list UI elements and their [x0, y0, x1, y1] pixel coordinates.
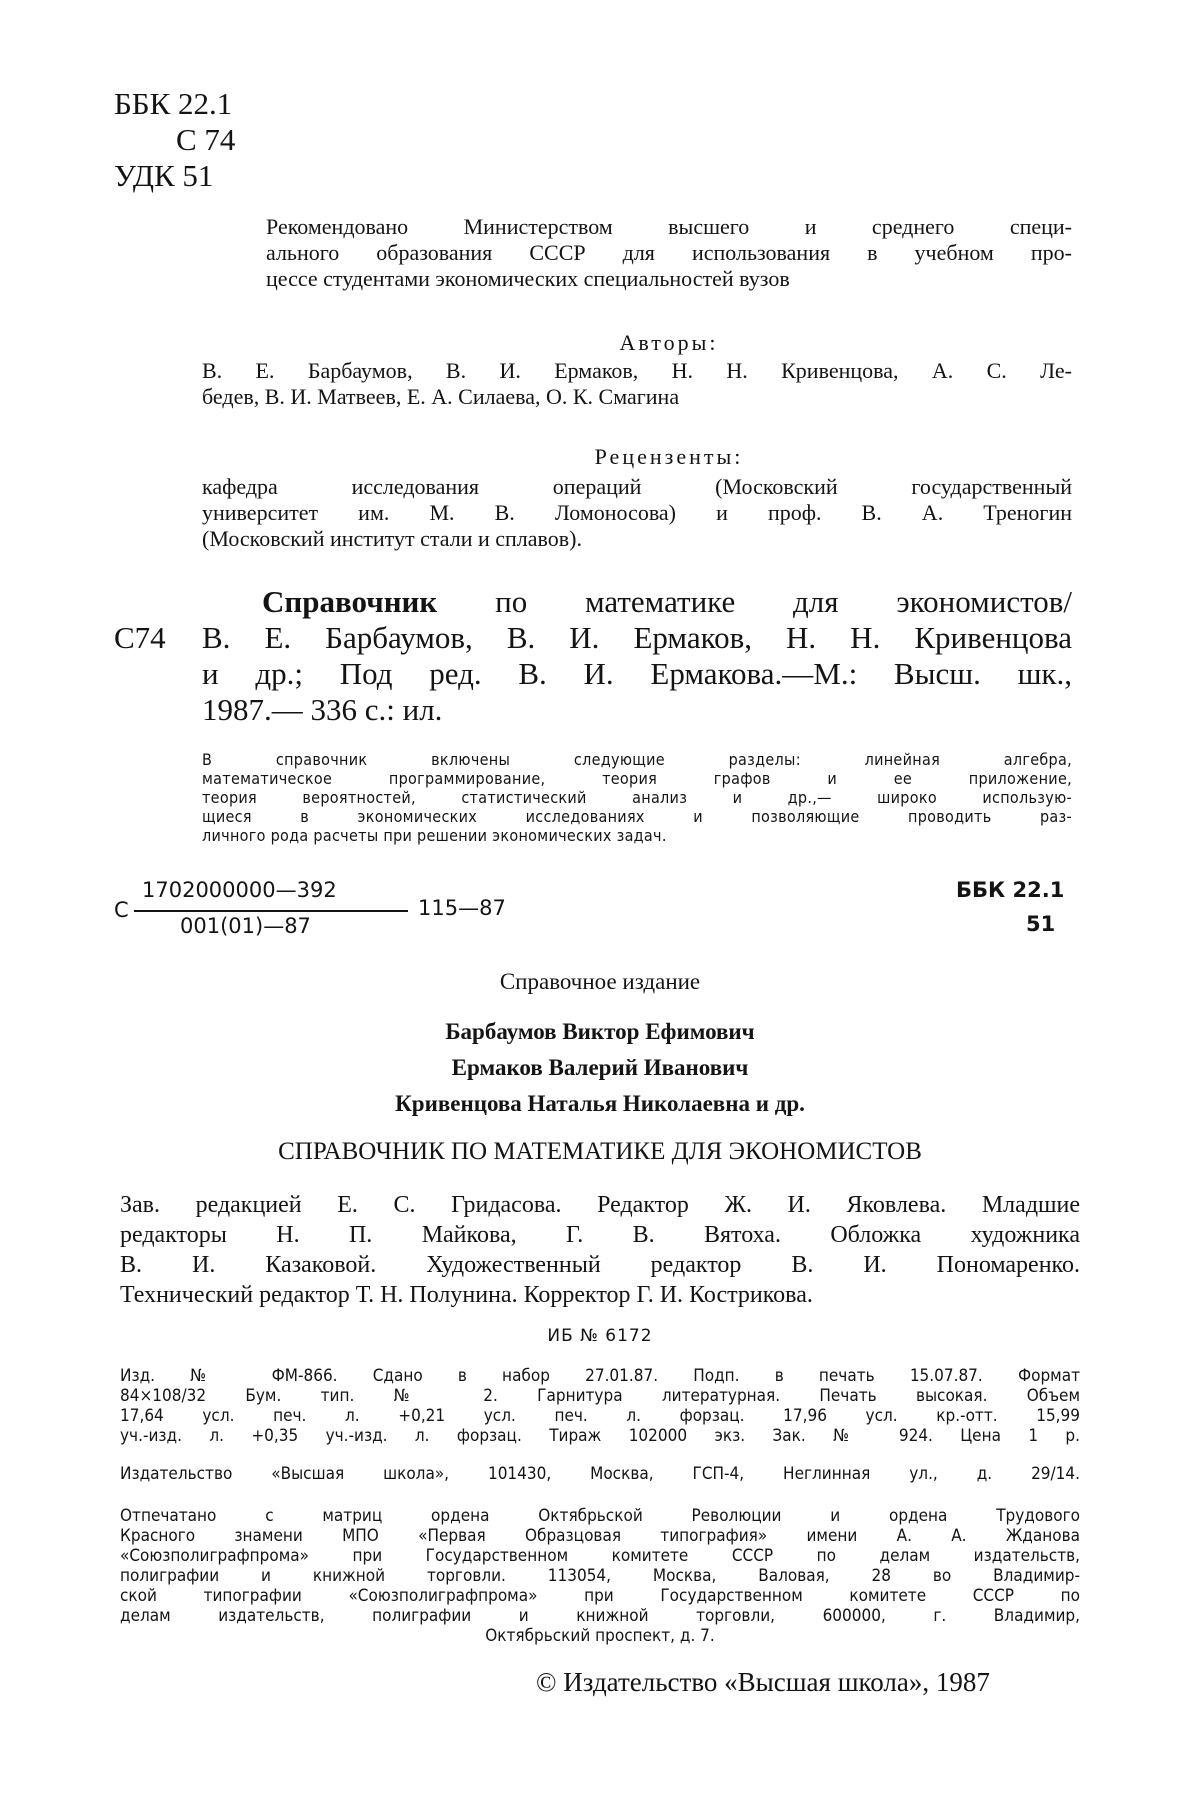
author-name: Ермаков Валерий Иванович — [451, 1055, 749, 1080]
imprint-line: уч.-изд. л. +0,35 уч.-изд. л. форзац. Тираж 102000 экз. Зак. № 924. Цена 1 р. — [120, 1426, 1080, 1446]
editors-line: Зав. редакцией Е. С. Гридасова. Редактор Ж. И. Яковлева. Младшие — [120, 1192, 1080, 1218]
cipher-code: С 74 — [176, 122, 236, 157]
fraction-line — [134, 910, 408, 912]
copyright: © Издательство «Высшая школа», 1987 — [536, 1667, 990, 1697]
book-title: СПРАВОЧНИК ПО МАТЕМАТИКЕ ДЛЯ ЭКОНОМИСТОВ — [278, 1138, 922, 1165]
udk-code: УДК 51 — [114, 158, 214, 193]
authors-heading: Авторы: — [619, 330, 719, 355]
code-prefix: С — [114, 898, 129, 922]
printer-line: ской типографии «Союзполиграфпрома» при Государственном комитете СССР по — [120, 1586, 1080, 1606]
bib-title-rest: по математике для экономистов/ — [437, 584, 1072, 619]
publisher-address — [120, 1464, 1080, 1484]
bib-title-bold: Справочник — [262, 584, 438, 619]
reviewers-line: университет им. М. В. Ломоносова) и проф. В. А. Треногин — [202, 500, 1072, 525]
edition-type: Справочное издание — [499, 969, 701, 994]
code-bbk: ББК 22.1 — [956, 878, 1065, 902]
code-bbk-number: 51 — [1026, 912, 1056, 936]
author-name: Барбаумов Виктор Ефимович — [445, 1019, 755, 1044]
bib-line: и др.; Под ред. В. И. Ермакова.—М.: Высш. шк., — [202, 656, 1072, 691]
printer-line: Отпечатано с матриц ордена Октябрьской Революции и ордена Трудового — [120, 1506, 1080, 1526]
code-suffix: 115—87 — [418, 896, 506, 920]
printer-line: «Союзполиграфпрома» при Государственном комитете СССР по делам издательств, — [120, 1546, 1080, 1566]
annotation-line: щиеся в экономических исследованиях и позволяющие проводить раз- — [202, 807, 1072, 826]
editors-line: В. И. Казаковой. Художественный редактор В. И. Пономаренко. — [120, 1252, 1080, 1278]
bbk-code: ББК 22.1 — [114, 86, 233, 121]
authors-list — [202, 358, 1072, 410]
printer-line: полиграфии и книжной торговли. 113054, Москва, Валовая, 28 во Владимир- — [120, 1566, 1080, 1586]
annotation-line: теория вероятностей, статистический анализ и др.,— широко использую- — [202, 788, 1072, 807]
bib-line: 1987.— 336 с.: ил. — [202, 692, 443, 727]
editors-line: редакторы Н. П. Майкова, Г. В. Вятоха. Обложка художника — [120, 1222, 1080, 1248]
recommendation-line: Рекомендовано Министерством высшего и среднего специ- — [266, 214, 1072, 239]
author-name: Кривенцова Наталья Николаевна и др. — [395, 1091, 805, 1116]
bib-line: В. Е. Барбаумов, В. И. Ермаков, Н. Н. Кривенцова — [202, 620, 1072, 655]
annotation-line: математическое программирование, теория графов и ее приложение, — [202, 769, 1072, 788]
imprint-line: Изд. № ФМ-866. Сдано в набор 27.01.87. Подп. в печать 15.07.87. Формат — [120, 1366, 1080, 1386]
printer-line: Красного знамени МПО «Первая Образцовая типография» имени А. А. Жданова — [120, 1526, 1080, 1546]
publisher-address-line: Издательство «Высшая школа», 101430, Москва, ГСП-4, Неглинная ул., д. 29/14. — [120, 1464, 1080, 1484]
bib-cipher: С74 — [114, 620, 166, 655]
code-denominator: 001(01)—87 — [180, 914, 311, 938]
printer-line: Октябрьский проспект, д. 7. — [485, 1626, 715, 1646]
recommendation — [266, 214, 1072, 292]
printer-line: делам издательств, полиграфии и книжной торговли, 600000, г. Владимир, — [120, 1606, 1080, 1626]
reviewers-heading: Рецензенты: — [594, 444, 744, 469]
bib-record — [202, 584, 1072, 728]
code-numerator: 1702000000—392 — [142, 878, 337, 902]
editors — [120, 1190, 1080, 1310]
imprint-specs — [120, 1366, 1080, 1446]
printer-info — [120, 1506, 1080, 1646]
bib-line-1 — [202, 584, 1072, 620]
authors-line: В. Е. Барбаумов, В. И. Ермаков, Н. Н. Кривенцова, А. С. Ле- — [202, 358, 1072, 383]
ib-number: ИБ № 6172 — [547, 1326, 653, 1346]
annotation — [202, 750, 1072, 845]
imprint-line: 17,64 усл. печ. л. +0,21 усл. печ. л. форзац. 17,96 усл. кр.-отт. 15,99 — [120, 1406, 1080, 1426]
annotation-line: В справочник включены следующие разделы: линейная алгебра, — [202, 750, 1072, 769]
reviewers-list — [202, 474, 1072, 552]
reviewers-line: (Московский институт стали и сплавов). — [202, 526, 582, 551]
annotation-line: личного рода расчеты при решении экономических задач. — [202, 826, 667, 845]
reviewers-line: кафедра исследования операций (Московский государственный — [202, 474, 1072, 499]
editors-line: Технический редактор Т. Н. Полунина. Корректор Г. И. Кострикова. — [120, 1282, 813, 1308]
recommendation-line: ального образования СССР для использования в учебном про- — [266, 240, 1072, 265]
imprint-line: 84×108/32 Бум. тип. № 2. Гарнитура литературная. Печать высокая. Объем — [120, 1386, 1080, 1406]
authors-line: бедев, В. И. Матвеев, Е. А. Силаева, О. К. Смагина — [202, 384, 680, 409]
recommendation-line: цессе студентами экономических специальностей вузов — [266, 266, 790, 291]
